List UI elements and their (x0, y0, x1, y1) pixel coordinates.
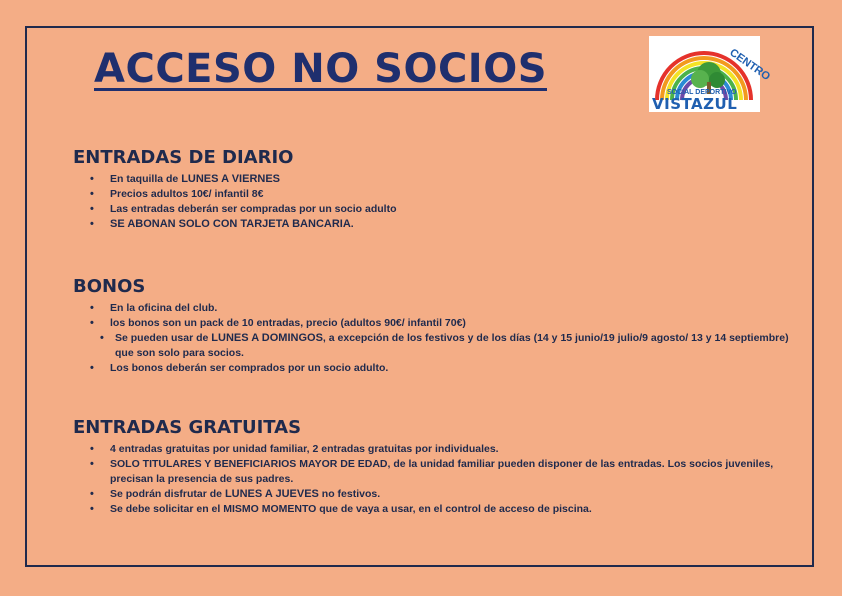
list-item: • En taquilla de LUNES A VIERNES (73, 172, 803, 187)
list-item: • Precios adultos 10€/ infantil 8€ (73, 187, 803, 202)
list-item: • 4 entradas gratuitas por unidad familiar, 2 entradas gratuitas por individuales. (73, 442, 803, 457)
page-title: ACCESO NO SOCIOS (94, 46, 547, 92)
section-entradas-gratuitas (73, 417, 803, 517)
logo-middle-text: SOCIAL DEPORTIVO (667, 89, 737, 96)
section-heading: ENTRADAS GRATUITAS (73, 417, 302, 438)
list-item: • SOLO TITULARES Y BENEFICIARIOS MAYOR DE EDAD, de la unidad familiar pueden disponer de las entradas. Los socios juveniles, precisan la presencia de sus padres. (73, 457, 803, 487)
list-item: • Los bonos deberán ser comprados por un socio adulto. (73, 361, 803, 376)
list-item: • SE ABONAN SOLO CON TARJETA BANCARIA. (73, 217, 803, 232)
section-entradas-diario (73, 147, 803, 232)
highlight-text: LUNES A JUEVES (224, 488, 319, 500)
list-item: • Se debe solicitar en el MISMO MOMENTO que de vaya a usar, en el control de acceso de piscina. (73, 502, 803, 517)
list-item: • En la oficina del club. (73, 301, 803, 316)
section-list (73, 301, 803, 376)
list-item: • Se pueden usar de LUNES A DOMINGOS, a excepción de los festivos y de los días (14 y 15 junio/19 julio/9 agosto/ 13 y 14 septiembre) que son solo para socios. (73, 331, 803, 361)
list-item: • los bonos son un pack de 10 entradas, precio (adultos 90€/ infantil 70€) (73, 316, 803, 331)
section-heading: BONOS (73, 276, 146, 297)
club-logo-graphic (649, 36, 773, 113)
club-logo (649, 36, 773, 113)
list-item: • Se podrán disfrutar de LUNES A JUEVES no festivos. (73, 487, 803, 502)
highlight-text: LUNES A VIERNES (181, 173, 280, 185)
section-heading: ENTRADAS DE DIARIO (73, 147, 294, 168)
highlight-text: LUNES A DOMINGOS (211, 332, 323, 344)
logo-bottom-text: VISTAZUL (652, 95, 738, 113)
logo-top-text: CENTRO (727, 46, 773, 84)
highlight-text: SE ABONAN SOLO CON TARJETA BANCARIA (110, 218, 351, 230)
section-bonos (73, 276, 803, 376)
section-list (73, 172, 803, 232)
section-list (73, 442, 803, 517)
list-item: • Las entradas deberán ser compradas por un socio adulto (73, 202, 803, 217)
